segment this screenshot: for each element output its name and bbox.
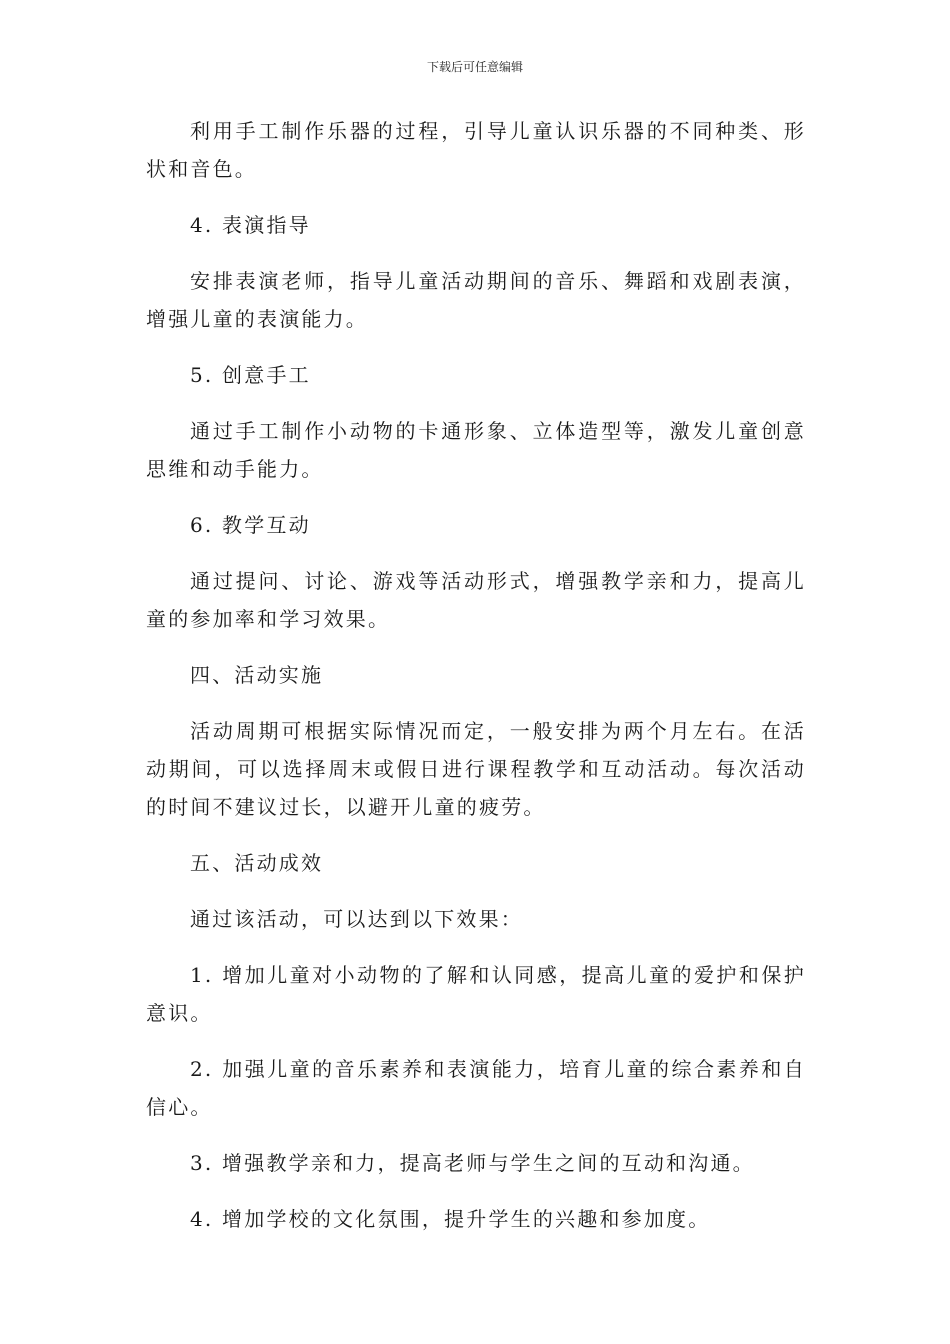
paragraph: 活动周期可根据实际情况而定，一般安排为两个月左右。在活动期间，可以选择周末或假日进行课程教学和互动活动。每次活动的时间不建议过长，以避开儿童的疲劳。: [146, 719, 806, 819]
paragraph: 利用手工制作乐器的过程，引导儿童认识乐器的不同种类、形状和音色。: [146, 119, 806, 181]
paragraph: 通过提问、讨论、游戏等活动形式，增强教学亲和力，提高儿童的参加率和学习效果。: [146, 569, 806, 631]
page-header: 下载后可任意编辑: [426, 60, 523, 74]
paragraph: 通过该活动，可以达到以下效果：: [190, 907, 523, 931]
paragraph: 通过手工制作小动物的卡通形象、立体造型等，激发儿童创意思维和动手能力。: [146, 419, 806, 481]
list-item: 3. 增强教学亲和力，提高老师与学生之间的互动和沟通。: [190, 1151, 755, 1175]
section-heading: 5. 创意手工: [190, 363, 311, 387]
paragraph: 安排表演老师，指导儿童活动期间的音乐、舞蹈和戏剧表演，增强儿童的表演能力。: [146, 269, 806, 331]
section-heading: 五、活动成效: [190, 851, 324, 875]
section-heading: 6. 教学互动: [190, 513, 311, 537]
document-body: [146, 112, 806, 1256]
section-heading: 四、活动实施: [190, 663, 324, 687]
list-item: 2. 加强儿童的音乐素养和表演能力，培育儿童的综合素养和自信心。: [146, 1057, 806, 1119]
list-item: 1. 增加儿童对小动物的了解和认同感，提高儿童的爱护和保护意识。: [146, 963, 806, 1025]
list-item: 4. 增加学校的文化氛围，提升学生的兴趣和参加度。: [190, 1207, 711, 1231]
section-heading: 4. 表演指导: [190, 213, 311, 237]
